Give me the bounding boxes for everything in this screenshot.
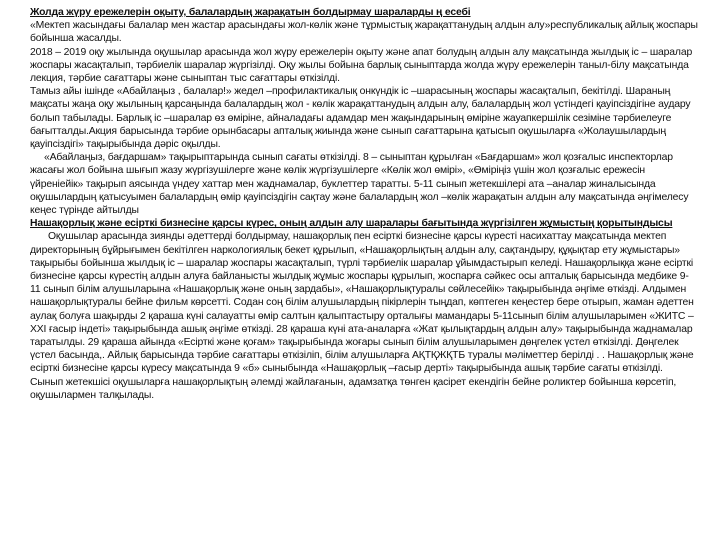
document-page: [30, 6, 698, 402]
section-title-drugs: Нашақорлық және есірткі бизнесіне қарсы күрес, оның алдын алу шаралары бағытында жүргізілген жұмыстың қорытындысы: [30, 218, 673, 230]
paragraph-august: Тамыз айы ішінде «Абайлаңыз , балалар!» жедел –профилактикалық онкүндік іс –шарасының жоспары жасақталып, бекітілді. Шараның мақсаты жаңа оқу жылының қарсаңында балалардың жол - көлік жарақаттанудың алдын алу, балалардың жол үстіндегі қауіпсіздігіне аудару болып табылады. Барлық іс –шаралар өз өміріне, айналадағы адамдар мен жақындарының өміріне жауапкершілік сезіміне тәрбиелеуге бағытталды.Акция барысында тәрбие орынбасары апталық жиында және сынып сағаттарына қатысып оқушыларға «Жолаушылардың қауіпсіздігі» тақырыбында дәріс оқылды.: [30, 86, 691, 151]
paragraph-plan: «Мектеп жасындағы балалар мен жастар арасындағы жол-көлік және тұрмыстық жарақаттанудың алдын алу»республикалық айлық жоспары бойынша жасалды.: [30, 20, 698, 45]
paragraph-drugs: Оқушылар арасында зиянды әдеттерді болдырмау, нашақорлық пен есірткі бизнесіне қарсы күресті насихаттау мақсатында мектеп директорының бұйрығымен бекітілген наркологиялық бекет құрылып, «Нашақорлықтың алдын алу, сақтандыру, құқықтар ету жұмыстары» тақырыбы бойынша жылдық іс – шаралар жоспары жасақталып, түрлі тәрбиелік шаралар ұйымдастырып келеді. Нашақорлыққа және есірткі бизнесіне қарсы күрестің алдын алуға байланысты жылдық жұмыс жоспары құрылып, жоспарға сәйкес осы апталық барысында медбике 9-11 сынып білім алушыларына «Нашақорлық және оның зардабы», «Нашақорлықтуралы сөйлесейік» тақырыбында әңгіме өткізді. Алдымен нашақорлықтуралы бейне фильм көрсетті. Содан соң білім алушылардың пікірлерін тыңдап, көптеген кеңестер бере отырып, жаман әдеттен аулақ болуға шақырды 2 қараша күні салауатты өмір салтын қалыптастыру орталығы мамандары 5-11сынып білім алушыларымен «ЖИТС –XXI ғасыр індеті» тақырыбында ашық әңгіме өткізді. 28 қараша күні ата-аналарға «Жат қылықтардың алдын алу» тақырыбында жаднамалар таратылды. 29 қараша айында «Есірткі және қоғам» тақырыбында жоғары сынып білім алушыларымен дөңгелек үстел өткізілді. Дөңгелек үстел басында,. Айлық барысында тәрбие сағаттары өткізіліп, білім алушыларға АҚТҚЖҚТБ туралы мәліметтер берілді . . Нашақорлық және есірткі бизнесіне қарсы күресу мақсатында 9 «б» сыныбында «Нашақорлық –ғасыр дерті» тақырыбында ашық тәрбие сағаты өткізілді. Сынып жетекшісі оқушыларға нашақорлықтың әлемді жайлағанын, адамзатқа төнген қасірет екендігін бейне роликтер бойынша көрсетіп, оқушылармен талқылады.: [30, 231, 694, 401]
section-title-traffic: Жолда жүру ережелерін оқыту, балалардың жарақатын болдырмау шараларды ң есебі: [30, 7, 471, 18]
paragraph-traffic-light: «Абайлаңыз, бағдаршам» тақырыптарында сынып сағаты өткізілді. 8 – сыныптан құрылған «Бағдаршам» жол қозғалыс инспекторлар жасағы жол бойына шығып жазу жүргізушілерге және көлік жүргізушілерге «Көлік жол өмірі», «Өміріңіз үшін жол қозғалыс ережесін үйреніейік» тақырып аясында үндеу хаттар мен жаднамалар, буклеттер таратты. 5-11 сынып жетекшілері ата –аналар жиналысында оқушылардың қатысуымен балалардың өмір қауіпсіздігін сақтау және балалардың жол –көлік жарақатын алдын алу мақсатында әңгімелесу кеңес түрінде айтылды: [30, 152, 689, 217]
paragraph-year: 2018 – 2019 оқу жылында оқушылар арасында жол жүру ережелерін оқыту және апат болудың алдын алу мақсатында жылдық іс – шаралар жоспары жасақталып, тәрбиелік шаралар жүргізілді. Оқу жылы бойына барлық сыныптарда жолда жүру ережелерін таныл-білу мақсатында лекция, тәрбие сағаттары және сыныптан тыс сағаттары өткізілді.: [30, 46, 693, 85]
